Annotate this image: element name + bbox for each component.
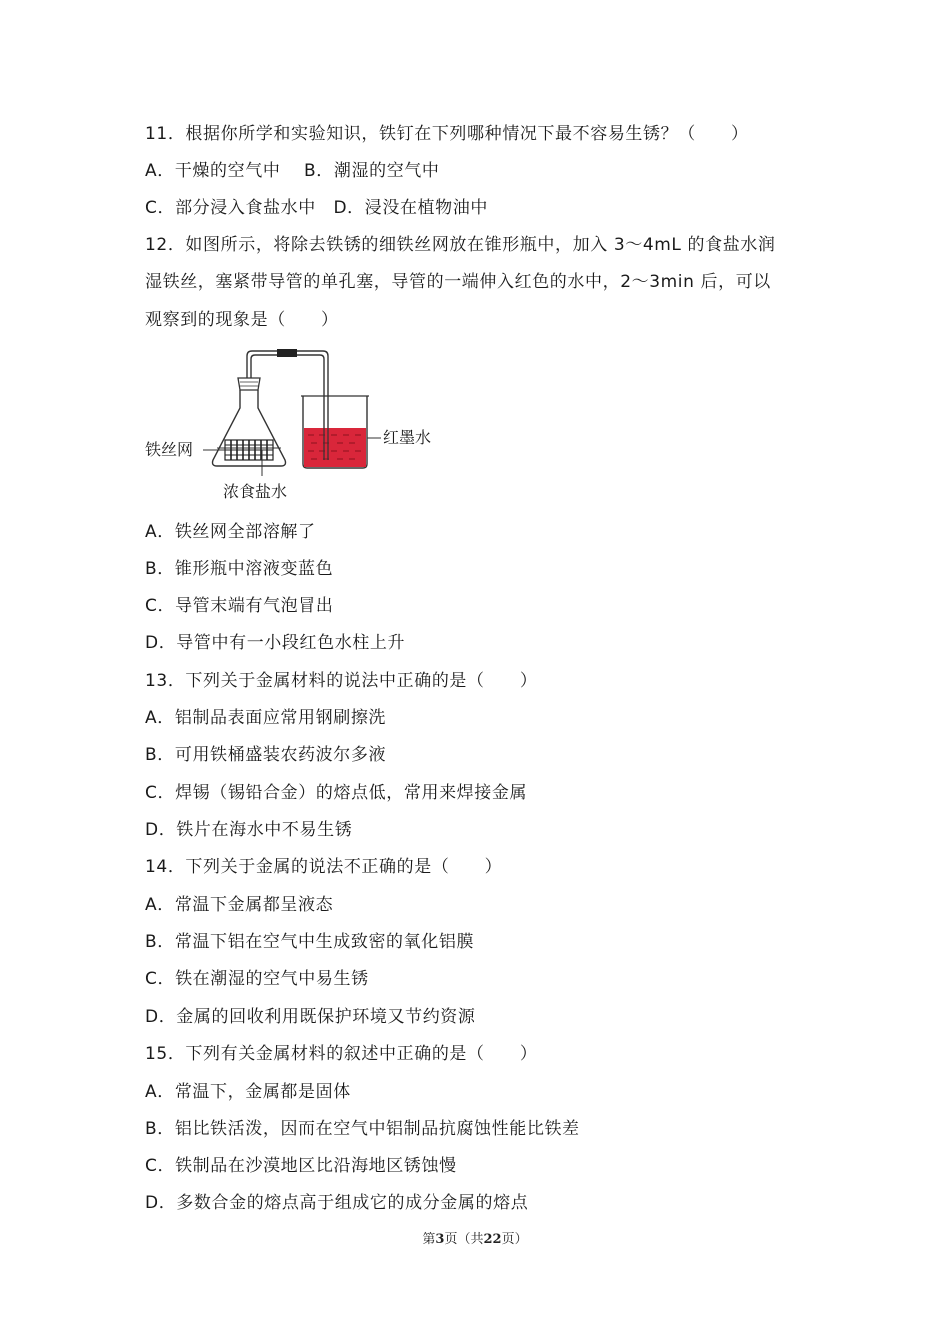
q15-stem: 15．下列有关金属材料的叙述中正确的是（ ） [145,1044,538,1064]
q12-option-b: B．锥形瓶中溶液变蓝色 [145,559,334,579]
q12-option-a: A．铁丝网全部溶解了 [145,522,316,542]
q12-option-d: D．导管中有一小段红色水柱上升 [145,633,406,653]
q14-stem: 14．下列关于金属的说法不正确的是（ ） [145,857,503,877]
iron-mesh [225,440,273,460]
red-ink-water [304,428,366,467]
q14-option-c: C．铁在潮湿的空气中易生锈 [145,969,369,989]
q14-option-b: B．常温下铝在空气中生成致密的氧化铝膜 [145,932,475,952]
q12-option-c: C．导管末端有气泡冒出 [145,596,334,616]
q11-options-row2: C．部分浸入食盐水中 D．浸没在植物油中 [145,198,488,218]
q15-option-b: B．铝比铁活泼，因而在空气中铝制品抗腐蚀性能比铁差 [145,1119,580,1139]
current-page-number: 3 [435,1232,445,1247]
q11-stem: 11．根据你所学和实验知识，铁钉在下列哪种情况下最不容易生锈？（ ） [145,124,749,144]
label-iron-mesh: 铁丝网 [145,440,194,459]
q14-option-d: D．金属的回收利用既保护环境又节约资源 [145,1007,476,1027]
q15-option-a: A．常温下，金属都是固体 [145,1082,351,1102]
stopper [238,378,260,390]
q12-stem-line2: 湿铁丝，塞紧带导管的单孔塞，导管的一端伸入红色的水中，2～3min 后，可以 [145,272,771,292]
footer-post: 页） [501,1232,528,1247]
footer-pre: 第 [422,1232,436,1247]
q12-stem-line3: 观察到的现象是（ ） [145,310,339,330]
q13-option-c: C．焊锡（锡铅合金）的熔点低，常用来焊接金属 [145,783,528,803]
page-footer [0,1228,950,1247]
q14-option-a: A．常温下金属都呈液态 [145,895,334,915]
q12-stem-line1: 12．如图所示，将除去铁锈的细铁丝网放在锥形瓶中，加入 3～4mL 的食盐水润 [145,235,776,255]
q15-option-d: D．多数合金的熔点高于组成它的成分金属的熔点 [145,1193,529,1213]
experiment-figure [145,348,445,508]
footer-mid: 页（共 [444,1232,484,1247]
label-red-ink: 红墨水 [383,428,432,447]
q13-stem: 13．下列关于金属材料的说法中正确的是（ ） [145,671,538,691]
label-salt-water: 浓食盐水 [223,482,288,501]
q11-options-row1: A．干燥的空气中 B．潮湿的空气中 [145,161,440,181]
q13-option-d: D．铁片在海水中不易生锈 [145,820,353,840]
q13-option-a: A．铝制品表面应常用钢刷擦洗 [145,708,387,728]
q15-option-c: C．铁制品在沙漠地区比沿海地区锈蚀慢 [145,1156,457,1176]
rubber-connector [277,349,297,357]
total-pages: 22 [483,1232,502,1247]
q13-option-b: B．可用铁桶盛装农药波尔多液 [145,745,387,765]
